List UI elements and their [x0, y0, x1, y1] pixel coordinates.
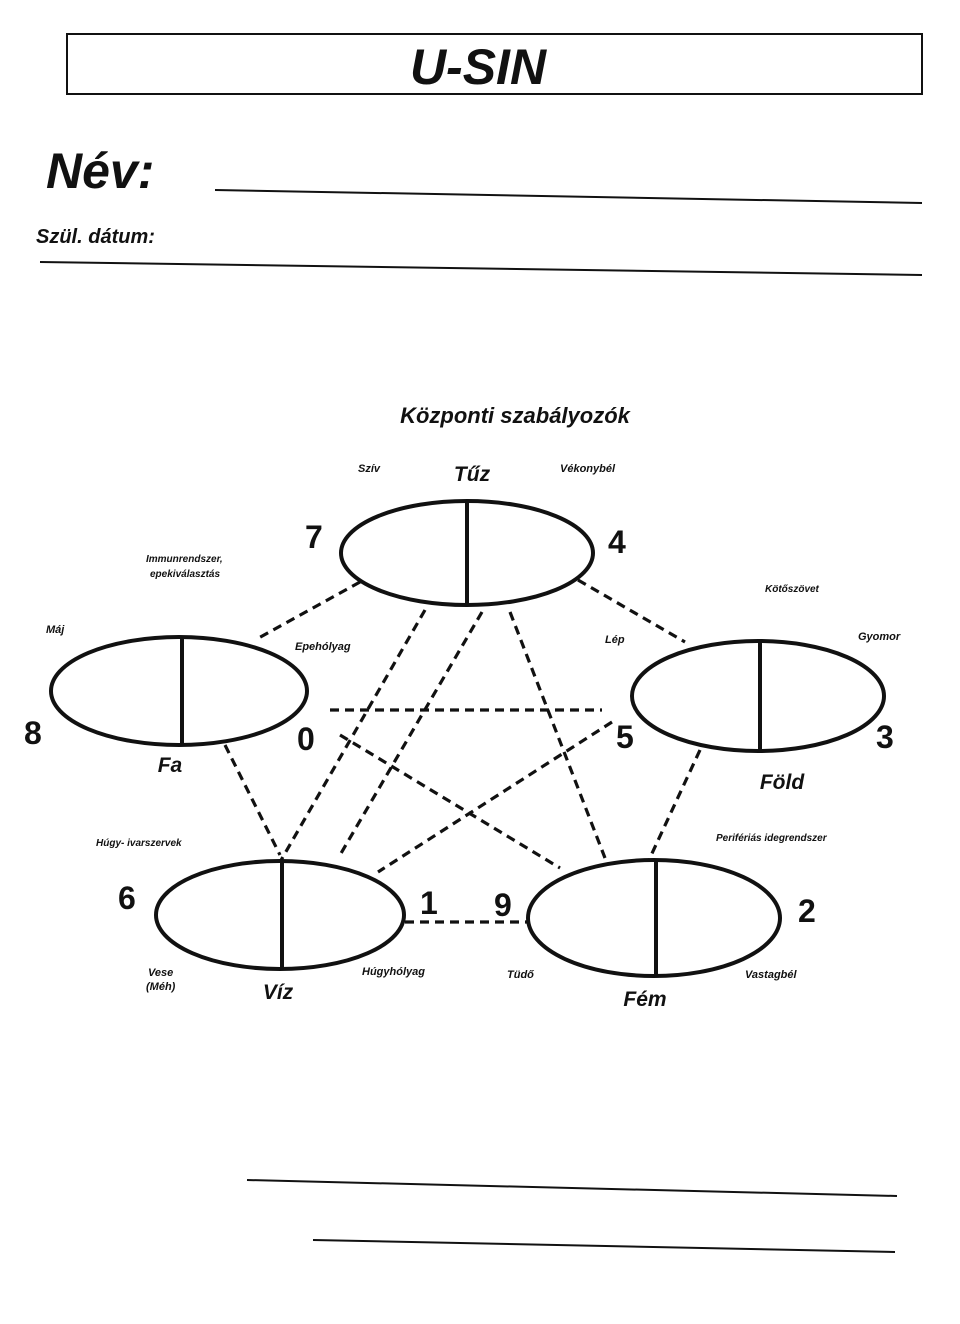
kotoszovet-label: Kötőszövet: [765, 584, 819, 595]
bottom-line-2: [313, 1240, 895, 1252]
connection-fa-viz: [225, 745, 280, 855]
birth-date-label: Szül. dátum:: [36, 226, 155, 248]
name-label: Név:: [46, 143, 155, 199]
viz-left-organ-1: Vese: [148, 967, 174, 979]
viz-left-number: 6: [118, 880, 136, 916]
node-fem: [494, 860, 816, 1011]
fem-element-label: Fém: [623, 988, 667, 1011]
node-fold: [605, 631, 901, 794]
fold-element-label: Föld: [759, 771, 805, 794]
form-title: U-SIN: [409, 39, 547, 95]
node-fa: [24, 624, 351, 777]
birth-date-line: [40, 262, 922, 275]
bottom-line-1: [247, 1180, 897, 1196]
viz-right-number: 1: [420, 885, 438, 921]
fold-right-number: 3: [876, 719, 894, 755]
fem-left-number: 9: [494, 887, 512, 923]
connection-tuz-viz-2: [340, 612, 482, 855]
diagram-heading: Központi szabályozók: [400, 403, 630, 428]
node-viz: [118, 861, 438, 1004]
periferias-label: Perifériás idegrendszer: [716, 833, 827, 844]
name-line: [215, 190, 922, 203]
viz-left-organ-2: (Méh): [146, 981, 176, 993]
tuz-element-label: Tűz: [453, 463, 491, 486]
tuz-right-number: 4: [608, 524, 626, 560]
fold-left-organ: Lép: [605, 634, 625, 646]
fold-right-organ: Gyomor: [858, 631, 901, 643]
fem-right-organ: Vastagbél: [745, 969, 797, 981]
tuz-right-organ: Vékonybél: [560, 463, 616, 475]
fa-left-organ: Máj: [46, 624, 65, 636]
tuz-left-organ: Szív: [358, 463, 381, 475]
fem-left-organ: Tüdő: [507, 969, 534, 981]
fem-right-number: 2: [798, 893, 816, 929]
viz-element-label: Víz: [262, 981, 294, 1004]
fa-right-number: 0: [297, 721, 315, 757]
tuz-left-number: 7: [305, 519, 323, 555]
fa-ellipse: [51, 637, 307, 745]
node-tuz: [305, 463, 626, 605]
connection-fold-viz: [378, 722, 612, 872]
fa-left-number: 8: [24, 715, 42, 751]
connection-tuz-fem: [510, 612, 605, 858]
fold-left-number: 5: [616, 719, 634, 755]
viz-right-organ: Húgyhólyag: [362, 966, 425, 978]
hugy-ivarszervek-label: Húgy- ivarszervek: [96, 838, 182, 849]
connection-tuz-fa: [255, 582, 360, 640]
fa-element-label: Fa: [157, 754, 183, 777]
immune-label-line-2: epekiválasztás: [150, 569, 221, 580]
immune-label-line-1: Immunrendszer,: [146, 554, 223, 565]
connection-tuz-fold: [578, 580, 685, 642]
connection-fold-fem: [648, 750, 700, 862]
fa-right-organ: Epehólyag: [295, 641, 351, 653]
